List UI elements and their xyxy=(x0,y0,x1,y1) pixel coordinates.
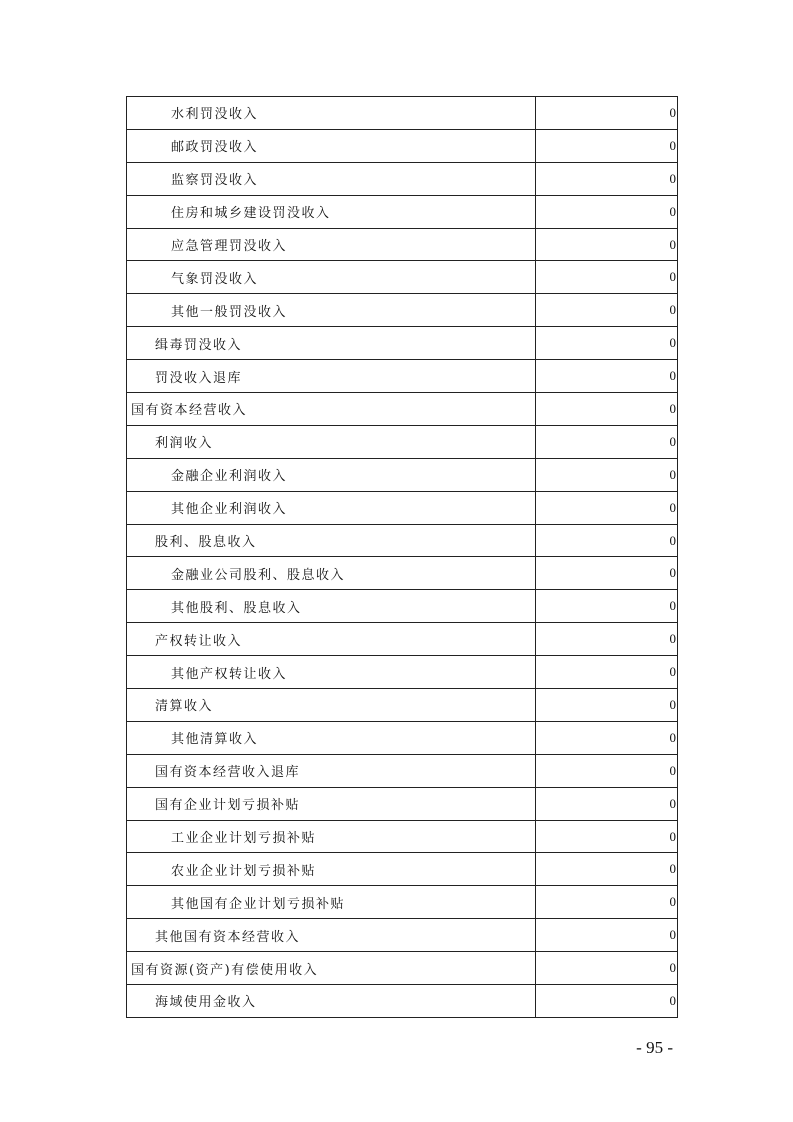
row-item-name: 金融业公司股利、股息收入 xyxy=(127,557,536,590)
table-row xyxy=(127,985,678,1018)
table-row xyxy=(127,425,678,458)
row-item-name: 罚没收入退库 xyxy=(127,360,536,393)
table-row xyxy=(127,294,678,327)
row-item-value: 0 xyxy=(536,491,678,524)
row-item-name: 国有企业计划亏损补贴 xyxy=(127,787,536,820)
row-item-name: 利润收入 xyxy=(127,425,536,458)
row-item-value: 0 xyxy=(536,853,678,886)
row-item-value: 0 xyxy=(536,721,678,754)
row-item-value: 0 xyxy=(536,590,678,623)
row-item-name: 国有资源(资产)有偿使用收入 xyxy=(127,952,536,985)
row-item-value: 0 xyxy=(536,261,678,294)
table-row xyxy=(127,162,678,195)
row-item-name: 其他股利、股息收入 xyxy=(127,590,536,623)
row-item-value: 0 xyxy=(536,458,678,491)
row-item-value: 0 xyxy=(536,425,678,458)
row-item-name: 工业企业计划亏损补贴 xyxy=(127,820,536,853)
row-item-value: 0 xyxy=(536,787,678,820)
row-item-value: 0 xyxy=(536,689,678,722)
row-item-name: 邮政罚没收入 xyxy=(127,129,536,162)
budget-table-container xyxy=(126,96,678,1018)
row-item-name: 住房和城乡建设罚没收入 xyxy=(127,195,536,228)
row-item-name: 其他国有资本经营收入 xyxy=(127,919,536,952)
table-row xyxy=(127,623,678,656)
row-item-value: 0 xyxy=(536,228,678,261)
row-item-name: 其他国有企业计划亏损补贴 xyxy=(127,886,536,919)
row-item-value: 0 xyxy=(536,919,678,952)
row-item-value: 0 xyxy=(536,952,678,985)
row-item-value: 0 xyxy=(536,754,678,787)
table-row xyxy=(127,228,678,261)
table-row xyxy=(127,952,678,985)
table-row xyxy=(127,919,678,952)
table-row xyxy=(127,129,678,162)
page-number: - 95 - xyxy=(636,1038,673,1057)
table-row xyxy=(127,557,678,590)
row-item-value: 0 xyxy=(536,327,678,360)
row-item-name: 水利罚没收入 xyxy=(127,97,536,130)
row-item-value: 0 xyxy=(536,129,678,162)
row-item-name: 产权转让收入 xyxy=(127,623,536,656)
table-row xyxy=(127,195,678,228)
row-item-name: 气象罚没收入 xyxy=(127,261,536,294)
row-item-value: 0 xyxy=(536,360,678,393)
row-item-value: 0 xyxy=(536,820,678,853)
table-row xyxy=(127,754,678,787)
table-row xyxy=(127,689,678,722)
row-item-name: 缉毒罚没收入 xyxy=(127,327,536,360)
row-item-value: 0 xyxy=(536,623,678,656)
row-item-name: 国有资本经营收入退库 xyxy=(127,754,536,787)
table-row xyxy=(127,886,678,919)
table-row xyxy=(127,656,678,689)
table-row xyxy=(127,261,678,294)
row-item-value: 0 xyxy=(536,524,678,557)
row-item-value: 0 xyxy=(536,294,678,327)
table-row xyxy=(127,853,678,886)
table-row xyxy=(127,327,678,360)
row-item-value: 0 xyxy=(536,162,678,195)
row-item-name: 其他一般罚没收入 xyxy=(127,294,536,327)
table-row xyxy=(127,491,678,524)
row-item-name: 其他产权转让收入 xyxy=(127,656,536,689)
row-item-name: 监察罚没收入 xyxy=(127,162,536,195)
row-item-value: 0 xyxy=(536,886,678,919)
row-item-name: 股利、股息收入 xyxy=(127,524,536,557)
table-row xyxy=(127,97,678,130)
row-item-value: 0 xyxy=(536,393,678,426)
table-row xyxy=(127,524,678,557)
row-item-name: 金融企业利润收入 xyxy=(127,458,536,491)
table-row xyxy=(127,590,678,623)
table-row xyxy=(127,721,678,754)
table-row xyxy=(127,820,678,853)
table-row xyxy=(127,787,678,820)
row-item-name: 其他企业利润收入 xyxy=(127,491,536,524)
table-row xyxy=(127,458,678,491)
table-row xyxy=(127,360,678,393)
row-item-value: 0 xyxy=(536,97,678,130)
row-item-name: 海域使用金收入 xyxy=(127,985,536,1018)
budget-table-body xyxy=(127,97,678,1018)
budget-table xyxy=(126,96,678,1018)
row-item-name: 清算收入 xyxy=(127,689,536,722)
row-item-name: 其他清算收入 xyxy=(127,721,536,754)
row-item-name: 应急管理罚没收入 xyxy=(127,228,536,261)
row-item-value: 0 xyxy=(536,656,678,689)
row-item-value: 0 xyxy=(536,557,678,590)
row-item-value: 0 xyxy=(536,195,678,228)
table-row xyxy=(127,393,678,426)
row-item-value: 0 xyxy=(536,985,678,1018)
row-item-name: 农业企业计划亏损补贴 xyxy=(127,853,536,886)
row-item-name: 国有资本经营收入 xyxy=(127,393,536,426)
